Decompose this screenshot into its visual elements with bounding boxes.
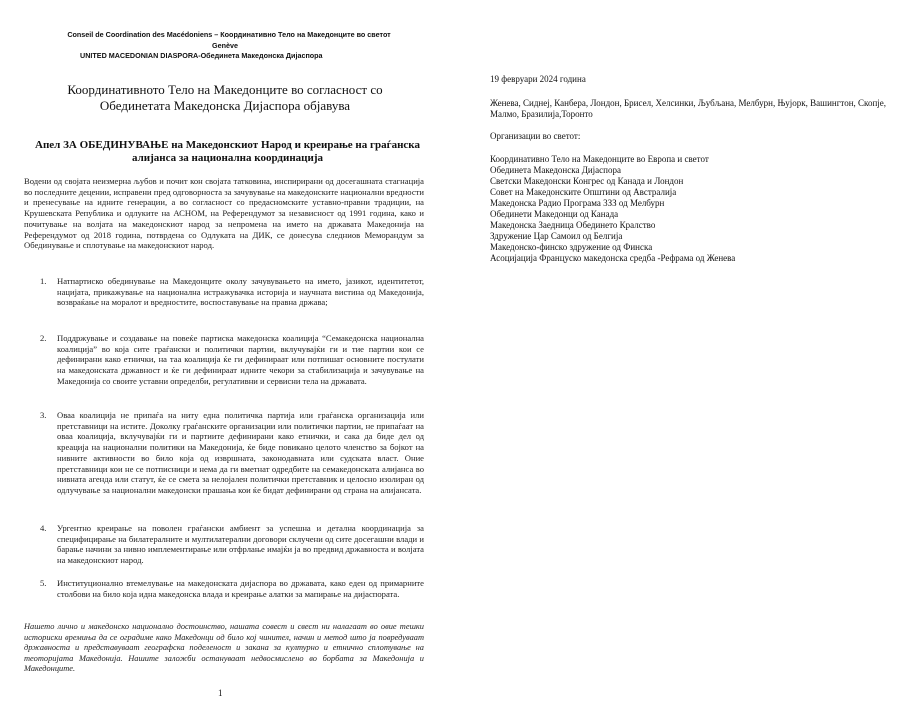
list-item-number: 2. bbox=[40, 333, 47, 343]
appeal-title: Апел ЗА ОБЕДИНУВАЊЕ на Македонскиот Народ и креирање на граѓанска алијанса за национална координација bbox=[35, 139, 420, 164]
organization-item: Совет на Македонските Општини од Австралија bbox=[490, 187, 677, 197]
organization-item: Асоцијација Француско македонска средба -Рефрама од Женева bbox=[490, 253, 736, 263]
closing-statement: Нашето лично и македонско национално достоинство, нашата совест и свест ни налагаат во овие тешки историски времиња да се оградиме како Македонци од било кој чинител, начин и метод што ја повредуваат државноста и представуваат географска поделеност и закана за културно и етнично сплотување на теоторијата Македонија. Нашите заложби остануваат недвосмислено во борбата за Македонија и Македонците. bbox=[24, 622, 424, 674]
intro-paragraph: Водени од својата неизмерна љубов и почит кон својата татковина, инспирирани од досегашната стагнација во последните децении, исправени пред одговорноста за зачувување на македонските национални вредности и пренесување на идните генерации, а во согласност со предасномските уставно-правни традиции, на Крушевската Република и одлуките на АСНОМ, на Референдумот за независност од 1991 година, како и почитување на волјата на македонскиот народ за непромена на името на државата Македонија на Референдумот од 2018 година, потврдена со Одлуката на ДИК, се донесува следниов Меморандум за Обединување и сплотување на македонскиот народ. bbox=[24, 176, 424, 251]
letterhead-line-3: UNITED MACEDONIAN DIASPORA-Обединета Македонска Дијаспора bbox=[80, 51, 323, 60]
list-item-text: Оваа коалиција не припаѓа на ниту една политичка партија или граѓанска организација или претставници на истите. Доколку граѓанските организации или политички партии, не припаѓаат на оваа коалиција, вклучувајќи ги и партиите дефинирани како етнички, и сака да биде дел од креација на национални политики на Македонија, ќе биде повикано целото членство за бојкот на нивните активности во било која од извршната, законодавната или судската власт. Оние претставници кои не се потписници и нема да ги вметнат одредбите на семакедонската алијанса во нивната агенда или статут, ќе се смета за нелојален политички претставник и целосно изолиран од одлучување за национални македонски прашања кои ќе бидат дефинирани од страна на алијансата. bbox=[57, 410, 424, 495]
organizations-heading: Организации во светот: bbox=[490, 131, 581, 141]
organization-item: Обединета Македонска Дијаспора bbox=[490, 165, 621, 175]
list-item-text: Натпартиско обединување на Македонците околу зачувувањето на името, јазикот, идентитетот, нацијата, прикажување на национална истражувачка историја и научната вистина од Македонија, возвраќање на моралот и вредностите, воспоставување на правна држава; bbox=[57, 276, 424, 308]
list-item-text: Ургентно креирање на поволен граѓански амбиент за успешна и детална координација за специфицирање на билатералните и мултилатерални договори склучени од сите досегашни влади и барање начини за нивно имплементирање или отфрлање имајќи ја во предвид државноста и волјата на македонскиот народ. bbox=[57, 523, 424, 566]
page-number: 1 bbox=[218, 688, 223, 698]
organization-item: Здружение Цар Самоил од Белгија bbox=[490, 231, 623, 241]
letterhead-line-1: Conseil de Coordination des Macédoniens – Координативно Тело на Македонците во светот bbox=[67, 30, 391, 39]
list-item-text: Поддржување и создавање на повеќе партиска македонска коалиција “Семакедонска национална коалиција” во која сите граѓански и политички партии, вклучувајќи ги и тие партии кои се дефинирани како етнички, на таа коалиција ќе ги дефинираат или потпишат основните постулати на македонската државност и ќе ги дефинираат идните чекори за стабилизација и зачувување на Македонија со своите уставни определби, регулативни и сервисни тела на државата. bbox=[57, 333, 424, 386]
organization-item: Македонска Заедница Обединето Кралство bbox=[490, 220, 656, 230]
page-right bbox=[450, 0, 900, 710]
list-item-number: 5. bbox=[40, 578, 47, 588]
document-date: 19 февруари 2024 година bbox=[490, 74, 586, 84]
list-item-number: 3. bbox=[40, 410, 47, 420]
organizations-list bbox=[490, 154, 890, 264]
organization-item: Македонска Радио Програма 3ЗЗ од Мелбурн bbox=[490, 198, 665, 208]
organization-item: Светски Македонски Конгрес од Канада и Лондон bbox=[490, 176, 684, 186]
list-item-number: 4. bbox=[40, 523, 47, 533]
organization-item: Обединети Македонци од Канада bbox=[490, 209, 619, 219]
list-item-number: 1. bbox=[40, 276, 47, 286]
letterhead-line-2: Genève bbox=[212, 41, 238, 50]
organization-item: Македонско-финско здружение од Финска bbox=[490, 242, 653, 252]
list-item-text: Институционално втемелување на македонската дијаспора во државата, како еден од примарните столбови на било која идна македонска влада и креирање алатки за мапирање на дијаспората. bbox=[57, 578, 424, 599]
document-heading: Координативното Тело на Македонците во согласност со Обединетата Македонска Дијаспора објавува bbox=[67, 82, 383, 113]
organization-item: Координативно Тело на Македонците во Европа и светот bbox=[490, 154, 709, 164]
signing-cities: Женева, Сиднеј, Канбера, Лондон, Брисел, Хелсинки, Љубљана, Мелбурн, Њујорк, Вашингтон, Скопје, Малмо, Бразилија,Торонто bbox=[490, 98, 887, 119]
